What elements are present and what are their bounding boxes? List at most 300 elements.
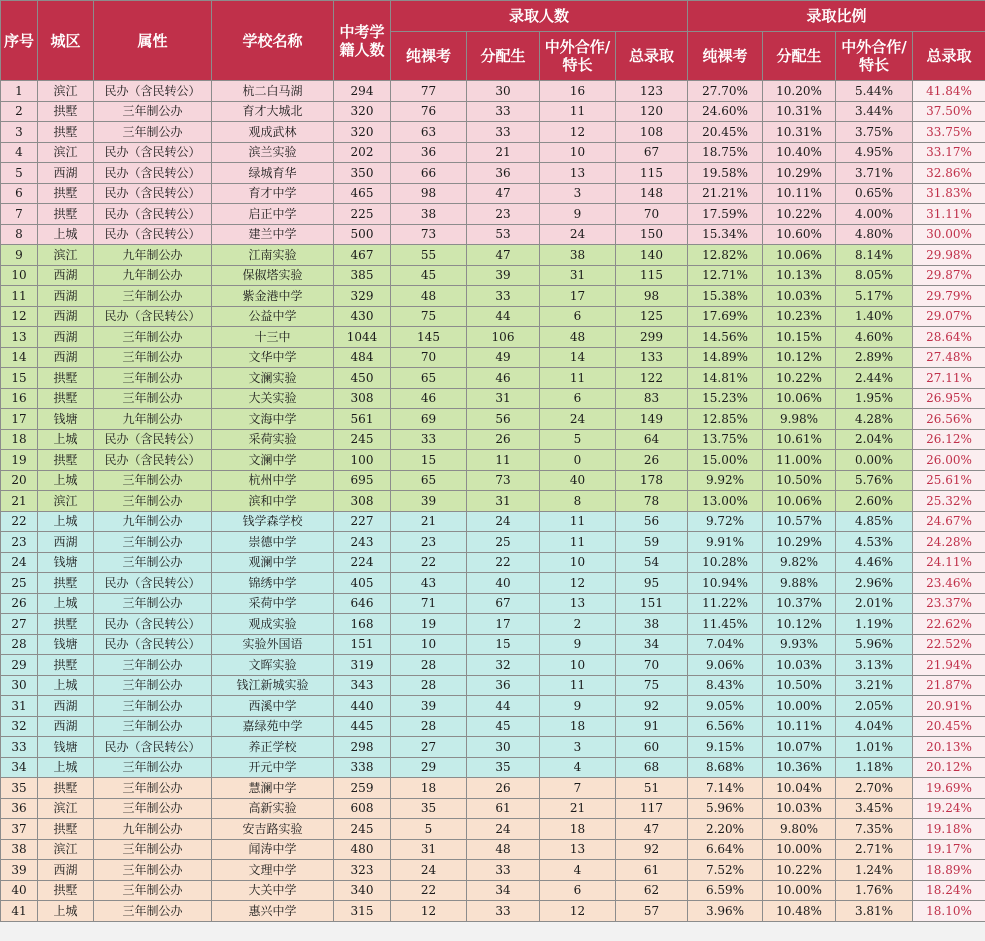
header-admitted-naked: 纯裸考: [391, 32, 467, 81]
cell-ratio-total: 41.84%: [913, 81, 985, 102]
cell-enrolled: 323: [334, 860, 391, 881]
cell-ratio-allocation: 10.50%: [763, 470, 836, 491]
cell-school-name: 观澜中学: [212, 552, 334, 573]
cell-admitted-naked: 69: [391, 409, 467, 430]
cell-ratio-allocation: 9.98%: [763, 409, 836, 430]
cell-admitted-allocation: 33: [467, 286, 540, 307]
cell-ratio-total: 22.62%: [913, 614, 985, 635]
cell-ratio-naked: 21.21%: [688, 183, 763, 204]
cell-ratio-naked: 14.56%: [688, 327, 763, 348]
cell-seq: 3: [1, 122, 38, 143]
cell-admitted-foreign: 31: [540, 265, 616, 286]
cell-seq: 31: [1, 696, 38, 717]
cell-attribute: 三年制公办: [94, 122, 212, 143]
cell-enrolled: 338: [334, 757, 391, 778]
cell-enrolled: 151: [334, 634, 391, 655]
cell-attribute: 三年制公办: [94, 839, 212, 860]
cell-ratio-allocation: 10.60%: [763, 224, 836, 245]
cell-admitted-naked: 65: [391, 368, 467, 389]
cell-ratio-naked: 8.43%: [688, 675, 763, 696]
cell-ratio-foreign: 3.45%: [836, 798, 913, 819]
cell-school-name: 杭州中学: [212, 470, 334, 491]
cell-ratio-allocation: 10.00%: [763, 880, 836, 901]
table-row: [1, 634, 985, 655]
cell-seq: 26: [1, 593, 38, 614]
cell-ratio-naked: 9.06%: [688, 655, 763, 676]
cell-district: 西湖: [38, 696, 94, 717]
cell-attribute: 民办（含民转公）: [94, 306, 212, 327]
cell-ratio-total: 31.11%: [913, 204, 985, 225]
cell-attribute: 民办（含民转公）: [94, 573, 212, 594]
cell-district: 拱墅: [38, 880, 94, 901]
cell-attribute: 三年制公办: [94, 860, 212, 881]
cell-admitted-foreign: 12: [540, 122, 616, 143]
cell-admitted-total: 64: [616, 429, 688, 450]
cell-ratio-foreign: 7.35%: [836, 819, 913, 840]
cell-admitted-naked: 19: [391, 614, 467, 635]
table-row: [1, 286, 985, 307]
cell-admitted-foreign: 11: [540, 368, 616, 389]
cell-seq: 25: [1, 573, 38, 594]
table-row: [1, 429, 985, 450]
cell-ratio-naked: 9.15%: [688, 737, 763, 758]
cell-ratio-total: 24.11%: [913, 552, 985, 573]
table-row: [1, 245, 985, 266]
header-admitted-group: 录取人数: [391, 1, 688, 32]
cell-school-name: 锦绣中学: [212, 573, 334, 594]
cell-ratio-total: 32.86%: [913, 163, 985, 184]
cell-admitted-total: 150: [616, 224, 688, 245]
table-row: [1, 470, 985, 491]
cell-school-name: 嘉绿苑中学: [212, 716, 334, 737]
cell-admitted-allocation: 56: [467, 409, 540, 430]
cell-ratio-allocation: 10.12%: [763, 347, 836, 368]
cell-admitted-naked: 48: [391, 286, 467, 307]
cell-ratio-allocation: 11.00%: [763, 450, 836, 471]
cell-ratio-naked: 14.89%: [688, 347, 763, 368]
table-row: [1, 409, 985, 430]
cell-admitted-naked: 63: [391, 122, 467, 143]
cell-admitted-naked: 76: [391, 101, 467, 122]
header-ratio-total: 总录取: [913, 32, 985, 81]
cell-attribute: 民办（含民转公）: [94, 224, 212, 245]
cell-ratio-allocation: 10.31%: [763, 101, 836, 122]
cell-attribute: 三年制公办: [94, 347, 212, 368]
cell-admitted-total: 47: [616, 819, 688, 840]
cell-ratio-allocation: 10.57%: [763, 511, 836, 532]
cell-ratio-total: 22.52%: [913, 634, 985, 655]
cell-ratio-allocation: 10.31%: [763, 122, 836, 143]
cell-attribute: 三年制公办: [94, 388, 212, 409]
cell-enrolled: 445: [334, 716, 391, 737]
cell-ratio-total: 21.94%: [913, 655, 985, 676]
cell-ratio-naked: 6.59%: [688, 880, 763, 901]
cell-admitted-allocation: 45: [467, 716, 540, 737]
table-row: [1, 737, 985, 758]
cell-ratio-allocation: 10.06%: [763, 388, 836, 409]
cell-admitted-allocation: 30: [467, 737, 540, 758]
cell-seq: 17: [1, 409, 38, 430]
cell-admitted-foreign: 10: [540, 655, 616, 676]
cell-ratio-foreign: 4.04%: [836, 716, 913, 737]
cell-school-name: 绿城育华: [212, 163, 334, 184]
cell-seq: 36: [1, 798, 38, 819]
cell-admitted-allocation: 49: [467, 347, 540, 368]
cell-attribute: 九年制公办: [94, 409, 212, 430]
cell-admitted-total: 151: [616, 593, 688, 614]
cell-district: 钱塘: [38, 737, 94, 758]
cell-admitted-naked: 43: [391, 573, 467, 594]
cell-admitted-foreign: 11: [540, 101, 616, 122]
cell-attribute: 民办（含民转公）: [94, 614, 212, 635]
cell-admitted-total: 115: [616, 163, 688, 184]
cell-ratio-foreign: 5.76%: [836, 470, 913, 491]
cell-admitted-foreign: 24: [540, 409, 616, 430]
cell-ratio-allocation: 10.48%: [763, 901, 836, 922]
cell-ratio-total: 30.00%: [913, 224, 985, 245]
cell-enrolled: 467: [334, 245, 391, 266]
cell-district: 拱墅: [38, 388, 94, 409]
cell-admitted-total: 125: [616, 306, 688, 327]
cell-admitted-allocation: 44: [467, 696, 540, 717]
cell-ratio-total: 19.17%: [913, 839, 985, 860]
cell-ratio-naked: 15.23%: [688, 388, 763, 409]
cell-school-name: 安吉路实验: [212, 819, 334, 840]
cell-seq: 19: [1, 450, 38, 471]
cell-ratio-allocation: 10.22%: [763, 368, 836, 389]
cell-admitted-naked: 38: [391, 204, 467, 225]
cell-admitted-foreign: 12: [540, 573, 616, 594]
cell-admitted-allocation: 67: [467, 593, 540, 614]
cell-admitted-allocation: 22: [467, 552, 540, 573]
cell-admitted-allocation: 25: [467, 532, 540, 553]
cell-enrolled: 480: [334, 839, 391, 860]
cell-district: 西湖: [38, 532, 94, 553]
cell-ratio-foreign: 3.75%: [836, 122, 913, 143]
cell-admitted-allocation: 30: [467, 81, 540, 102]
cell-ratio-total: 37.50%: [913, 101, 985, 122]
cell-enrolled: 500: [334, 224, 391, 245]
cell-admitted-allocation: 53: [467, 224, 540, 245]
cell-attribute: 三年制公办: [94, 368, 212, 389]
cell-admitted-allocation: 39: [467, 265, 540, 286]
cell-admitted-allocation: 31: [467, 491, 540, 512]
table-row: [1, 819, 985, 840]
cell-attribute: 三年制公办: [94, 675, 212, 696]
cell-seq: 20: [1, 470, 38, 491]
cell-admitted-foreign: 10: [540, 552, 616, 573]
cell-admitted-total: 149: [616, 409, 688, 430]
cell-seq: 34: [1, 757, 38, 778]
table-row: [1, 511, 985, 532]
cell-ratio-total: 20.45%: [913, 716, 985, 737]
cell-ratio-allocation: 10.29%: [763, 163, 836, 184]
cell-enrolled: 308: [334, 491, 391, 512]
cell-ratio-naked: 15.00%: [688, 450, 763, 471]
cell-ratio-naked: 6.56%: [688, 716, 763, 737]
header-admitted-foreign: 中外合作/特长: [540, 32, 616, 81]
cell-ratio-naked: 3.96%: [688, 901, 763, 922]
cell-admitted-foreign: 0: [540, 450, 616, 471]
cell-ratio-foreign: 3.13%: [836, 655, 913, 676]
cell-ratio-foreign: 5.44%: [836, 81, 913, 102]
cell-admitted-naked: 98: [391, 183, 467, 204]
cell-ratio-foreign: 0.00%: [836, 450, 913, 471]
cell-ratio-naked: 2.20%: [688, 819, 763, 840]
cell-seq: 35: [1, 778, 38, 799]
cell-admitted-total: 78: [616, 491, 688, 512]
cell-ratio-allocation: 10.22%: [763, 860, 836, 881]
cell-admitted-foreign: 8: [540, 491, 616, 512]
cell-admitted-total: 117: [616, 798, 688, 819]
cell-admitted-total: 67: [616, 142, 688, 163]
cell-district: 拱墅: [38, 183, 94, 204]
cell-admitted-total: 59: [616, 532, 688, 553]
cell-admitted-naked: 145: [391, 327, 467, 348]
cell-ratio-allocation: 10.50%: [763, 675, 836, 696]
cell-enrolled: 440: [334, 696, 391, 717]
cell-admitted-total: 91: [616, 716, 688, 737]
cell-ratio-foreign: 1.76%: [836, 880, 913, 901]
header-school-name: 学校名称: [212, 1, 334, 81]
cell-ratio-total: 20.91%: [913, 696, 985, 717]
cell-ratio-total: 31.83%: [913, 183, 985, 204]
cell-school-name: 育才中学: [212, 183, 334, 204]
cell-ratio-foreign: 3.44%: [836, 101, 913, 122]
cell-admitted-allocation: 21: [467, 142, 540, 163]
cell-attribute: 民办（含民转公）: [94, 204, 212, 225]
cell-attribute: 九年制公办: [94, 265, 212, 286]
cell-enrolled: 343: [334, 675, 391, 696]
cell-admitted-total: 54: [616, 552, 688, 573]
cell-district: 拱墅: [38, 819, 94, 840]
cell-enrolled: 100: [334, 450, 391, 471]
cell-ratio-foreign: 3.71%: [836, 163, 913, 184]
cell-ratio-allocation: 10.61%: [763, 429, 836, 450]
cell-ratio-foreign: 4.60%: [836, 327, 913, 348]
cell-ratio-total: 29.79%: [913, 286, 985, 307]
cell-ratio-foreign: 2.04%: [836, 429, 913, 450]
table-row: [1, 860, 985, 881]
cell-school-name: 文海中学: [212, 409, 334, 430]
cell-admitted-naked: 39: [391, 491, 467, 512]
cell-admitted-foreign: 13: [540, 163, 616, 184]
table-row: [1, 327, 985, 348]
cell-admitted-allocation: 33: [467, 122, 540, 143]
cell-admitted-naked: 21: [391, 511, 467, 532]
cell-district: 西湖: [38, 286, 94, 307]
cell-admitted-allocation: 46: [467, 368, 540, 389]
cell-enrolled: 259: [334, 778, 391, 799]
cell-admitted-naked: 22: [391, 552, 467, 573]
cell-enrolled: 224: [334, 552, 391, 573]
cell-ratio-foreign: 2.60%: [836, 491, 913, 512]
cell-admitted-foreign: 4: [540, 757, 616, 778]
cell-seq: 16: [1, 388, 38, 409]
cell-enrolled: 561: [334, 409, 391, 430]
cell-admitted-total: 75: [616, 675, 688, 696]
cell-ratio-allocation: 10.11%: [763, 183, 836, 204]
cell-admitted-naked: 31: [391, 839, 467, 860]
cell-ratio-foreign: 4.46%: [836, 552, 913, 573]
table-row: [1, 224, 985, 245]
cell-admitted-naked: 15: [391, 450, 467, 471]
cell-seq: 40: [1, 880, 38, 901]
cell-ratio-naked: 19.58%: [688, 163, 763, 184]
cell-admitted-allocation: 44: [467, 306, 540, 327]
table-row: [1, 901, 985, 922]
table-row: [1, 614, 985, 635]
cell-ratio-naked: 9.72%: [688, 511, 763, 532]
cell-seq: 41: [1, 901, 38, 922]
cell-ratio-total: 18.89%: [913, 860, 985, 881]
cell-school-name: 闻涛中学: [212, 839, 334, 860]
cell-ratio-foreign: 4.53%: [836, 532, 913, 553]
header-admitted-allocation: 分配生: [467, 32, 540, 81]
table-row: [1, 347, 985, 368]
cell-ratio-naked: 12.85%: [688, 409, 763, 430]
cell-admitted-total: 108: [616, 122, 688, 143]
cell-attribute: 民办（含民转公）: [94, 142, 212, 163]
cell-ratio-allocation: 10.06%: [763, 491, 836, 512]
cell-district: 拱墅: [38, 122, 94, 143]
cell-district: 拱墅: [38, 101, 94, 122]
cell-admitted-allocation: 32: [467, 655, 540, 676]
cell-admitted-foreign: 18: [540, 819, 616, 840]
cell-admitted-allocation: 24: [467, 819, 540, 840]
cell-school-name: 慧澜中学: [212, 778, 334, 799]
cell-ratio-naked: 27.70%: [688, 81, 763, 102]
cell-admitted-foreign: 9: [540, 696, 616, 717]
cell-admitted-total: 34: [616, 634, 688, 655]
cell-seq: 21: [1, 491, 38, 512]
cell-seq: 39: [1, 860, 38, 881]
cell-ratio-total: 24.28%: [913, 532, 985, 553]
cell-seq: 15: [1, 368, 38, 389]
cell-enrolled: 430: [334, 306, 391, 327]
table-row: [1, 532, 985, 553]
cell-ratio-foreign: 1.18%: [836, 757, 913, 778]
cell-admitted-total: 115: [616, 265, 688, 286]
cell-admitted-foreign: 24: [540, 224, 616, 245]
cell-admitted-total: 70: [616, 655, 688, 676]
table-row: [1, 757, 985, 778]
cell-enrolled: 1044: [334, 327, 391, 348]
cell-ratio-allocation: 10.12%: [763, 614, 836, 635]
table-row: [1, 142, 985, 163]
table-row: [1, 552, 985, 573]
cell-district: 上城: [38, 511, 94, 532]
cell-attribute: 九年制公办: [94, 819, 212, 840]
cell-admitted-naked: 35: [391, 798, 467, 819]
cell-seq: 32: [1, 716, 38, 737]
cell-admitted-foreign: 48: [540, 327, 616, 348]
cell-admitted-allocation: 48: [467, 839, 540, 860]
cell-admitted-foreign: 38: [540, 245, 616, 266]
cell-ratio-allocation: 10.36%: [763, 757, 836, 778]
cell-seq: 24: [1, 552, 38, 573]
cell-ratio-total: 26.95%: [913, 388, 985, 409]
cell-school-name: 开元中学: [212, 757, 334, 778]
cell-admitted-total: 38: [616, 614, 688, 635]
cell-ratio-allocation: 9.93%: [763, 634, 836, 655]
cell-ratio-total: 21.87%: [913, 675, 985, 696]
cell-seq: 8: [1, 224, 38, 245]
cell-school-name: 实验外国语: [212, 634, 334, 655]
cell-ratio-foreign: 4.00%: [836, 204, 913, 225]
table-row: [1, 675, 985, 696]
cell-admitted-foreign: 40: [540, 470, 616, 491]
cell-admitted-total: 98: [616, 286, 688, 307]
cell-admitted-foreign: 3: [540, 737, 616, 758]
cell-ratio-total: 20.13%: [913, 737, 985, 758]
cell-admitted-total: 57: [616, 901, 688, 922]
cell-seq: 10: [1, 265, 38, 286]
cell-ratio-total: 23.37%: [913, 593, 985, 614]
cell-seq: 23: [1, 532, 38, 553]
cell-ratio-allocation: 10.06%: [763, 245, 836, 266]
cell-enrolled: 243: [334, 532, 391, 553]
table-row: [1, 388, 985, 409]
cell-seq: 28: [1, 634, 38, 655]
cell-school-name: 建兰中学: [212, 224, 334, 245]
cell-admitted-allocation: 73: [467, 470, 540, 491]
cell-school-name: 养正学校: [212, 737, 334, 758]
cell-enrolled: 320: [334, 101, 391, 122]
cell-seq: 18: [1, 429, 38, 450]
cell-ratio-total: 29.87%: [913, 265, 985, 286]
cell-attribute: 三年制公办: [94, 327, 212, 348]
cell-admitted-total: 92: [616, 839, 688, 860]
cell-school-name: 十三中: [212, 327, 334, 348]
cell-district: 上城: [38, 429, 94, 450]
cell-ratio-total: 26.56%: [913, 409, 985, 430]
cell-admitted-total: 83: [616, 388, 688, 409]
cell-ratio-total: 29.98%: [913, 245, 985, 266]
table-row: [1, 163, 985, 184]
cell-district: 西湖: [38, 716, 94, 737]
cell-enrolled: 319: [334, 655, 391, 676]
cell-attribute: 三年制公办: [94, 470, 212, 491]
cell-admitted-foreign: 11: [540, 675, 616, 696]
cell-admitted-foreign: 9: [540, 634, 616, 655]
cell-ratio-foreign: 1.01%: [836, 737, 913, 758]
cell-ratio-foreign: 2.05%: [836, 696, 913, 717]
cell-admitted-total: 70: [616, 204, 688, 225]
cell-admitted-total: 140: [616, 245, 688, 266]
cell-admitted-allocation: 11: [467, 450, 540, 471]
cell-school-name: 观成实验: [212, 614, 334, 635]
table-body: [1, 81, 985, 922]
cell-ratio-naked: 18.75%: [688, 142, 763, 163]
cell-admitted-foreign: 2: [540, 614, 616, 635]
header-seq: 序号: [1, 1, 38, 81]
cell-admitted-naked: 28: [391, 675, 467, 696]
table-row: [1, 265, 985, 286]
cell-ratio-allocation: 10.37%: [763, 593, 836, 614]
cell-enrolled: 350: [334, 163, 391, 184]
table-header: [1, 1, 985, 81]
cell-school-name: 公益中学: [212, 306, 334, 327]
cell-attribute: 三年制公办: [94, 101, 212, 122]
cell-admitted-allocation: 47: [467, 183, 540, 204]
cell-attribute: 三年制公办: [94, 532, 212, 553]
cell-district: 拱墅: [38, 450, 94, 471]
cell-district: 钱塘: [38, 409, 94, 430]
header-district: 城区: [38, 1, 94, 81]
cell-ratio-naked: 10.94%: [688, 573, 763, 594]
cell-seq: 14: [1, 347, 38, 368]
